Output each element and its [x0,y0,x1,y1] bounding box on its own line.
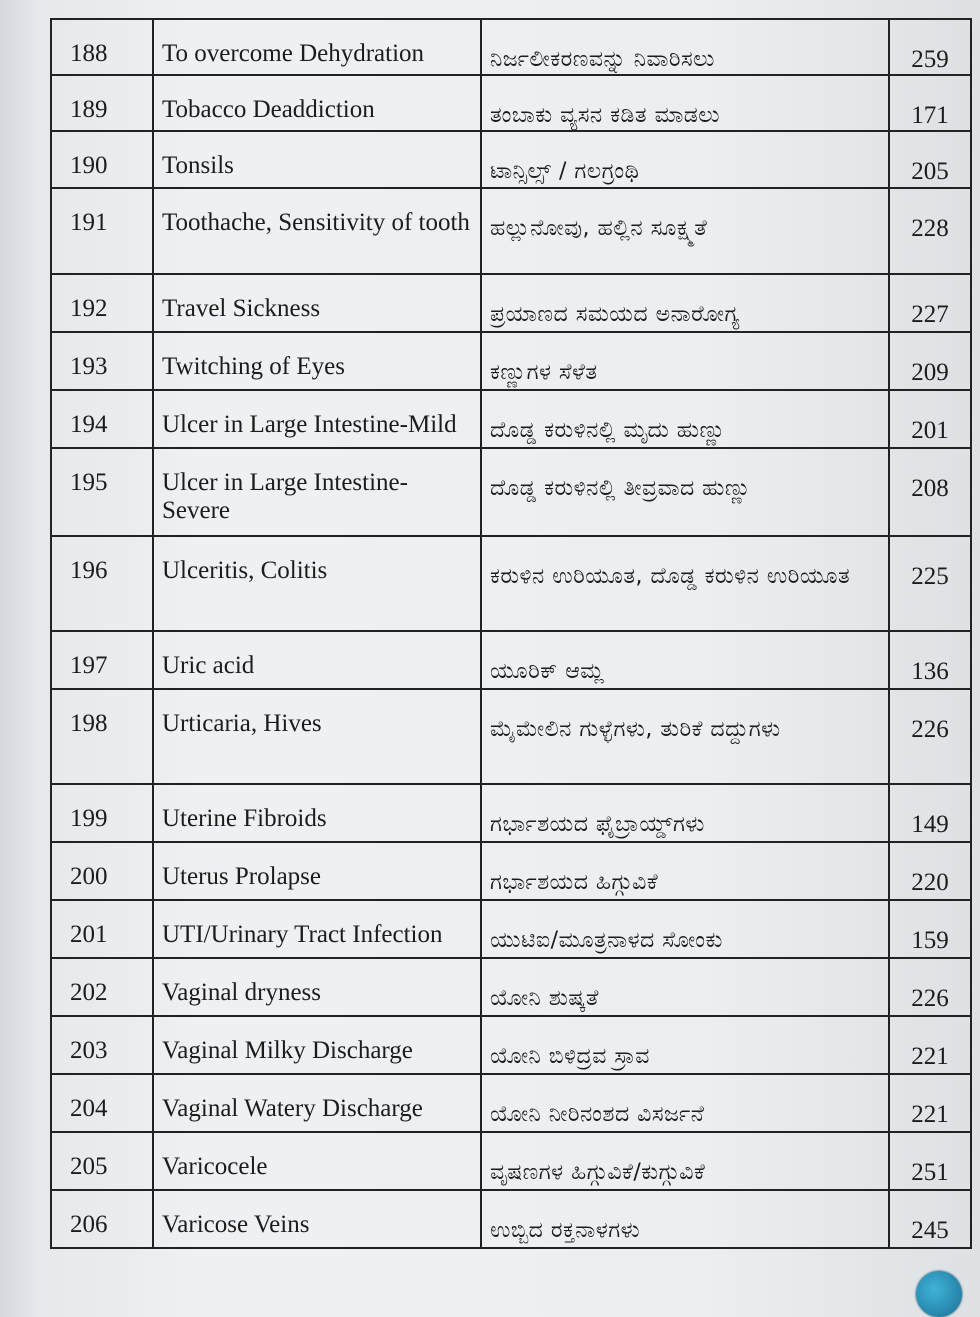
table-row [51,332,971,390]
table-row [51,188,971,274]
page-number: 259 [889,19,971,75]
page-number: 201 [889,390,971,448]
ailment-english: Tonsils [153,131,481,188]
row-number: 199 [51,784,153,842]
row-number: 194 [51,390,153,448]
row-number: 188 [51,19,153,75]
table-row [51,19,971,75]
row-number: 203 [51,1016,153,1074]
row-number: 189 [51,75,153,131]
table-row [51,842,971,900]
page-number: 136 [889,631,971,689]
ailment-kannada: ಕಣ್ಣುಗಳ ಸೆಳೆತ [481,332,889,390]
page-number: 149 [889,784,971,842]
ailment-english: Toothache, Sensitivity of tooth [153,188,481,274]
ailment-kannada: ದೊಡ್ಡ ಕರುಳಿನಲ್ಲಿ ತೀವ್ರವಾದ ಹುಣ್ಣು [481,448,889,536]
page-number: 226 [889,689,971,784]
ailment-kannada: ಯೋನಿ ಶುಷ್ಕತೆ [481,958,889,1016]
table-row [51,448,971,536]
table-row [51,1016,971,1074]
ailment-english: Vaginal Milky Discharge [153,1016,481,1074]
ailment-kannada: ತಂಬಾಕು ವ್ಯಸನ ಕಡಿತ ಮಾಡಲು [481,75,889,131]
ailment-kannada: ದೊಡ್ಡ ಕರುಳಿನಲ್ಲಿ ಮೃದು ಹುಣ್ಣು [481,390,889,448]
row-number: 200 [51,842,153,900]
ailment-english: To overcome Dehydration [153,19,481,75]
page-number: 205 [889,131,971,188]
ailment-english: Tobacco Deaddiction [153,75,481,131]
table-row [51,1074,971,1132]
page-number: 245 [889,1190,971,1248]
ailment-kannada: ಹಲ್ಲುನೋವು, ಹಲ್ಲಿನ ಸೂಕ್ಷ್ಮತೆ [481,188,889,274]
ailment-english: Uric acid [153,631,481,689]
row-number: 197 [51,631,153,689]
table-row [51,536,971,631]
ailment-kannada: ಟಾನ್ಸಿಲ್ಸ್ / ಗಲಗ್ರಂಥಿ [481,131,889,188]
ailment-english: Vaginal dryness [153,958,481,1016]
ailment-kannada: ಕರುಳಿನ ಉರಿಯೂತ, ದೊಡ್ಡ ಕರುಳಿನ ಉರಿಯೂತ [481,536,889,631]
row-number: 196 [51,536,153,631]
row-number: 205 [51,1132,153,1190]
table-row [51,784,971,842]
page-number: 227 [889,274,971,332]
ailment-kannada: ಗರ್ಭಾಶಯದ ಹಿಗ್ಗುವಿಕೆ [481,842,889,900]
ailment-kannada: ಯೋನಿ ನೀರಿನಂಶದ ವಿಸರ್ಜನೆ [481,1074,889,1132]
ailment-kannada: ವೃಷಣಗಳ ಹಿಗ್ಗುವಿಕೆ/ಕುಗ್ಗುವಿಕೆ [481,1132,889,1190]
page-number: 208 [889,448,971,536]
page-number: 226 [889,958,971,1016]
page-number: 220 [889,842,971,900]
ailment-kannada: ಉಬ್ಬಿದ ರಕ್ತನಾಳಗಳು [481,1190,889,1248]
page-number: 209 [889,332,971,390]
page-corner-badge [916,1271,962,1317]
page-number: 221 [889,1016,971,1074]
ailment-english: Uterine Fibroids [153,784,481,842]
ailment-english: UTI/Urinary Tract Infection [153,900,481,958]
ailment-kannada: ಯೂರಿಕ್ ಆಮ್ಲ [481,631,889,689]
ailment-kannada: ಯೋನಿ ಬಿಳಿದ್ರವ ಸ್ರಾವ [481,1016,889,1074]
table-row [51,390,971,448]
row-number: 190 [51,131,153,188]
ailment-kannada: ಗರ್ಭಾಶಯದ ಫೈಬ್ರಾಯ್ಡ್‌ಗಳು [481,784,889,842]
ailment-kannada: ಯುಟಿಐ/ಮೂತ್ರನಾಳದ ಸೋಂಕು [481,900,889,958]
ailment-kannada: ಪ್ರಯಾಣದ ಸಮಯದ ಅನಾರೋಗ್ಯ [481,274,889,332]
row-number: 202 [51,958,153,1016]
ailment-english: Varicocele [153,1132,481,1190]
table-row [51,131,971,188]
table-row [51,900,971,958]
page-number: 221 [889,1074,971,1132]
ailment-english: Twitching of Eyes [153,332,481,390]
row-number: 201 [51,900,153,958]
index-rows [51,19,971,1248]
ailment-english: Travel Sickness [153,274,481,332]
row-number: 192 [51,274,153,332]
table-row [51,75,971,131]
row-number: 193 [51,332,153,390]
page-number: 225 [889,536,971,631]
ailment-english: Uterus Prolapse [153,842,481,900]
page-number: 171 [889,75,971,131]
row-number: 206 [51,1190,153,1248]
table-row [51,631,971,689]
ailment-english: Varicose Veins [153,1190,481,1248]
ailment-english: Ulcer in Large Intestine-Mild [153,390,481,448]
row-number: 198 [51,689,153,784]
table-row [51,1132,971,1190]
ailment-english: Ulceritis, Colitis [153,536,481,631]
row-number: 195 [51,448,153,536]
ailment-english: Urticaria, Hives [153,689,481,784]
page-number: 228 [889,188,971,274]
row-number: 191 [51,188,153,274]
page-number: 251 [889,1132,971,1190]
row-number: 204 [51,1074,153,1132]
ailment-kannada: ನಿರ್ಜಲೀಕರಣವನ್ನು ನಿವಾರಿಸಲು [481,19,889,75]
table-row [51,274,971,332]
table-row [51,1190,971,1248]
ailment-index-table [50,18,972,1249]
page-number: 159 [889,900,971,958]
ailment-kannada: ಮೈಮೇಲಿನ ಗುಳ್ಳೆಗಳು, ತುರಿಕೆ ದದ್ದುಗಳು [481,689,889,784]
table-row [51,689,971,784]
ailment-english: Ulcer in Large Intestine-Severe [153,448,481,536]
ailment-english: Vaginal Watery Discharge [153,1074,481,1132]
table-row [51,958,971,1016]
